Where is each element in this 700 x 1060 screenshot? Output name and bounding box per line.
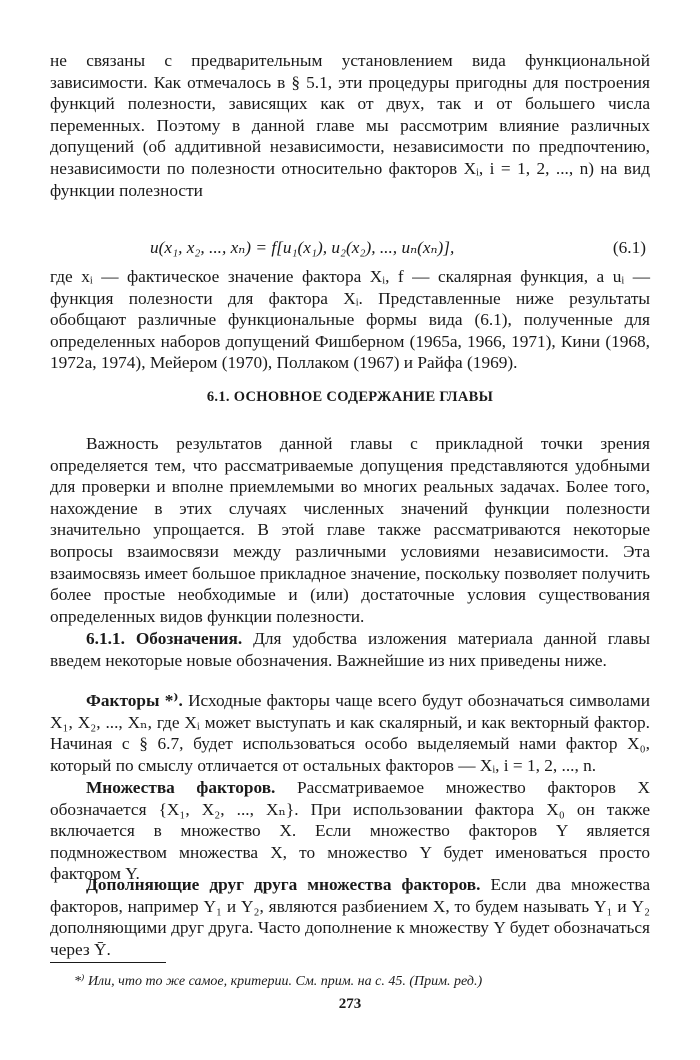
- footnote-divider: [50, 962, 166, 963]
- paragraph-factor-sets: [50, 777, 650, 885]
- complementary-text: Если два множества факторов, например Y₁ и Y₂, являются разбиением X, то будем называть Y₁ и Y₂ дополняющими друг друга. Часто дополнение к множеству Y будет обозначаться через Ȳ.: [50, 875, 650, 959]
- factor-sets-text: Рассматриваемое множество факторов X обозначается {X₁, X₂, ..., Xₙ}. При использовании фактора X₀ он также включается в множество X. Если множество факторов Y является подмножеством множества X, то множество Y будет именоваться просто фактором Y.: [50, 778, 651, 884]
- factor-sets-heading: Множества факторов.: [86, 778, 276, 797]
- notation-text: Для удобства изложения материала данной главы введем некоторые новые обозначения. Важнейшие из них приведены ниже.: [50, 629, 650, 670]
- complementary-heading: Дополняющие друг друга множества факторов.: [86, 875, 481, 894]
- paragraph-complementary-sets: [50, 874, 650, 960]
- factors-heading: Факторы *⁾.: [86, 691, 183, 710]
- footnote: *⁾ Или, что то же самое, критерии. См. прим. на с. 45. (Прим. ред.): [74, 974, 483, 989]
- factors-text: Исходные факторы чаще всего будут обозначаться символами X₁, X₂, ..., Xₙ, где Xᵢ может выступать и как скалярный, и как векторный фактор. Начиная с § 6.7, будет использоваться особо выделяемый нами фактор X₀, который по смыслу отличается от остальных факторов — Xᵢ, i = 1, 2, ..., n.: [50, 691, 650, 775]
- section-heading: 6.1. ОСНОВНОЕ СОДЕРЖАНИЕ ГЛАВЫ: [206, 389, 494, 405]
- formula-text: u(x₁, x₂, ..., xₙ) = f[u₁(x₁), u₂(x₂), ..., uₙ(xₙ)],: [150, 238, 455, 257]
- paragraph-intro: не связаны с предварительным установлением вида функциональной зависимости. Как отмечалось в § 5.1, эти процедуры пригодны для построения функций полезности, зависящих как от двух, так и от большего числа переменных. Поэтому в данной главе мы рассмотрим влияние различных допущений (об аддитивной независимости, независимости по предпочтению, независимости по полезности относительно факторов Xᵢ, i = 1, 2, ..., n) на вид функции полезности: [50, 51, 650, 200]
- paragraph-notation: [50, 628, 650, 671]
- formula-number: (6.1): [612, 238, 646, 257]
- page-number: 273: [338, 996, 362, 1012]
- paragraph-importance: Важность результатов данной главы с прикладной точки зрения определяется тем, что рассматриваемые допущения представляются удобными для проверки и вполне приемлемыми во многих реальных задачах. Более того, нахождение в этих случаях численных значений функции полезности значительно упрощается. В этой главе также рассматриваются некоторые вопросы взаимосвязи между различными условиями независимости. Эта взаимосвязь имеет большое прикладное значение, поскольку позволяет получить более простые необходимые и (или) достаточные условия существования определенных видов функции полезности.: [50, 434, 650, 626]
- paragraph-definitions: где xᵢ — фактическое значение фактора Xᵢ, f — скалярная функция, а uᵢ — функция полезности для фактора Xᵢ. Представленные ниже результаты обобщают различные функциональные формы вида (6.1), полученные для определенных наборов допущений Фишберном (1965а, 1966, 1971), Кини (1968, 1972а, 1974), Мейером (1970), Поллаком (1967) и Райфа (1969).: [50, 267, 650, 373]
- notation-heading: 6.1.1. Обозначения.: [86, 629, 243, 648]
- formula-6-1: [150, 236, 646, 260]
- paragraph-factors: [50, 690, 650, 776]
